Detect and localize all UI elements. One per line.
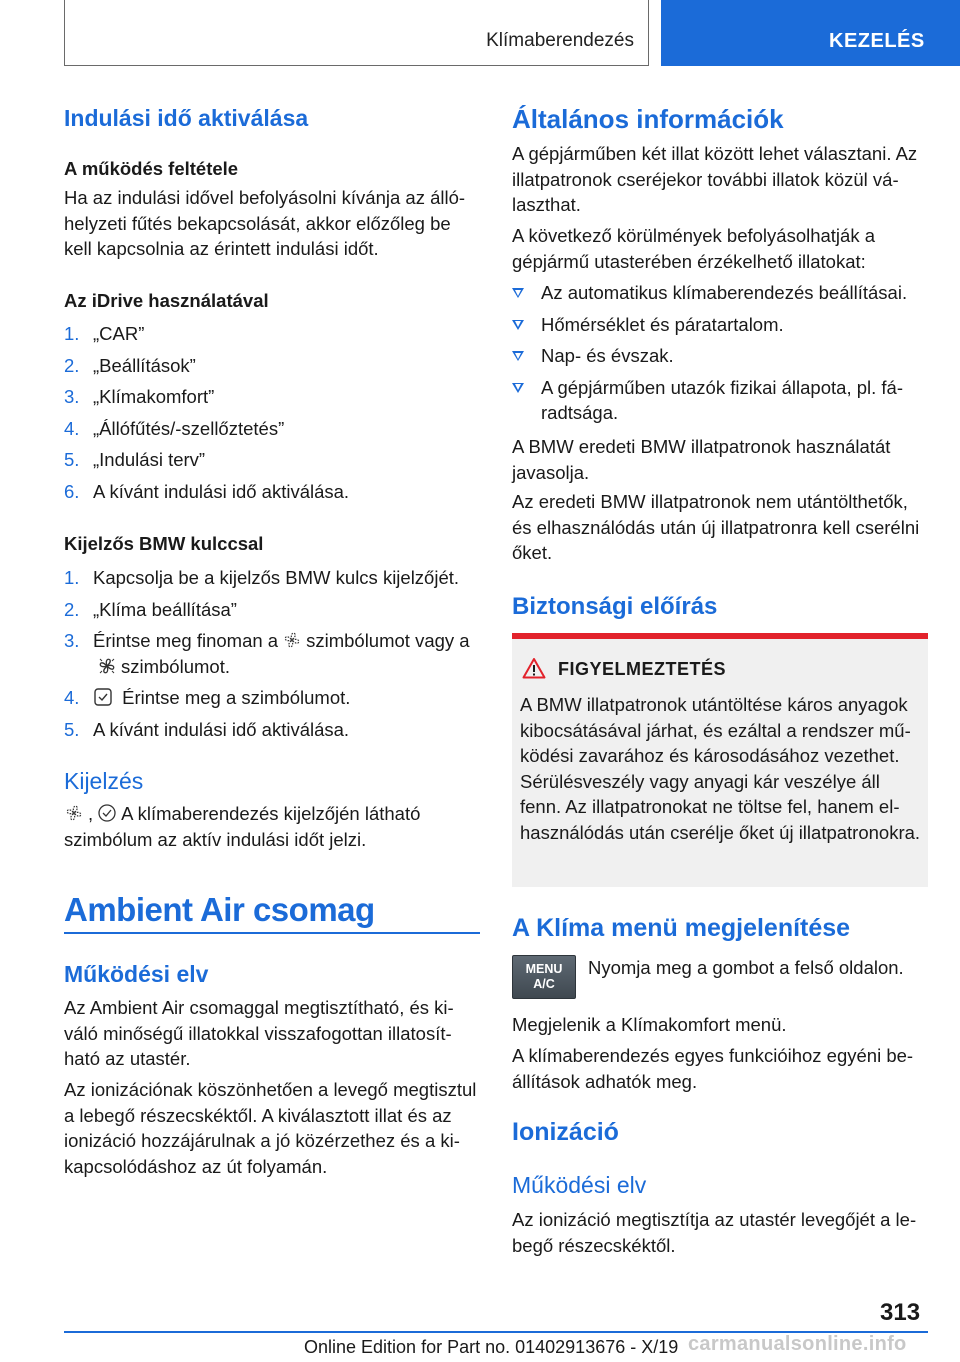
list-item: [64, 447, 480, 473]
list-item: [512, 375, 928, 426]
list-item: [512, 280, 928, 306]
subheading-display-key: Kijelzős BMW kulccsal: [64, 533, 264, 554]
step-text: Érintse meg a szimbólumot.: [122, 687, 351, 708]
bullet-triangle-icon: [512, 320, 524, 330]
step-text: „CAR”: [93, 323, 145, 344]
list-item: [64, 321, 480, 347]
bullet-text: Hőmérséklet és páratartalom.: [541, 313, 784, 335]
fan-icon: [282, 630, 302, 650]
subheading-requirement: A működés feltétele: [64, 158, 239, 179]
step-number: 3.: [64, 386, 80, 407]
step-text: „Klíma beállítása”: [93, 598, 237, 620]
paragraph-menu-2: Megjelenik a Klímakomfort menü.: [512, 1014, 787, 1035]
step-number: 1.: [64, 567, 80, 588]
page-number: 313: [880, 1299, 921, 1326]
warning-box: [512, 633, 928, 887]
subsection-title-principle: Működési elv: [64, 961, 209, 987]
step-text: „Indulási terv”: [93, 449, 206, 470]
paragraph-ionization: Az ionizáció megtisztítja az utastér levegőjét a lebegő részecskéktől.: [512, 1209, 917, 1256]
bullet-text: A gépjárműben utazók fizikai állapota, pl. fáradtsága.: [541, 376, 903, 423]
list-item: [64, 565, 480, 591]
paragraph-display: [64, 801, 480, 852]
list-item: [64, 416, 480, 442]
edition-text: Online Edition for Part no. 01402913676 - X/19: [304, 1337, 679, 1357]
display-text: A klímaberendezés kijelzőjén látható szimbólum az aktív indulási időt jelzi.: [64, 803, 421, 850]
list-item: [64, 685, 480, 711]
menu-button-line1: MENU: [525, 962, 563, 976]
menu-button-line2: A/C: [533, 977, 555, 991]
step-text: „Állófűtés/-szellőztetés”: [93, 417, 285, 439]
step-number: 3.: [64, 630, 80, 651]
list-item: [64, 717, 480, 743]
step-text: szimbólumot.: [121, 655, 230, 677]
paragraph-requirement: Ha az indulási idővel befolyásolni kívánja az állóhelyzeti fűtés bekapcsolását, akkor előzőleg be kell kapcsolnia az érintett indulási időt.: [64, 187, 466, 259]
warning-text: A BMW illatpatronok utántöltése káros anyagok kibocsátásával járhat, és ezáltal a rendszer működési zavarához és károsodásához vezethet. Sérülésveszély vagy anyagi kár veszélye áll fenn. Az illatpatronokat ne töltse fel, hanem elhasználódás után cserélje őket új illatpatronokra.: [520, 694, 921, 843]
list-item: [64, 384, 480, 410]
subheading-idrive: Az iDrive használatával: [64, 290, 269, 311]
idrive-steps-list: [64, 321, 480, 510]
section-title-general-info: Általános információk: [512, 104, 784, 134]
paragraph-ambient-2: Az ionizációnak köszönhetően a levegő megtisztul a lebegő részecskéktől. A kiválasztott illat és az ionizáció hozzájárulnak a jó közérzethez és a kikapcsolódáshoz az út folyamán.: [64, 1079, 477, 1177]
paragraph-general-1: A gépjárműben két illat között lehet választani. Az illatpatronok cseréjekor további illatok közül választhat.: [512, 143, 918, 215]
paragraph-ambient-1: Az Ambient Air csomaggal megtisztítható, és kiváló minőségű illatokkal visszafogottan illatosítható az utastér.: [64, 997, 454, 1069]
bullet-text: Nap- és évszak.: [541, 345, 674, 366]
step-number: 4.: [64, 417, 80, 439]
paragraph-general-4: Az eredeti BMW illatpatronok nem utántölthetők, és elhasználódás után új illatpatronra kell cserélni őket.: [512, 491, 920, 563]
subsection-title-ion-principle: Működési elv: [512, 1172, 647, 1198]
step-text: A kívánt indulási idő aktiválása.: [93, 718, 350, 740]
title-underline: [64, 932, 480, 934]
paragraph-general-2: A következő körülmények befolyásolhatják a gépjármű utasterében érzékelhető illatokat:: [512, 225, 876, 272]
step-number: 1.: [64, 323, 80, 344]
section-title-departure-time: Indulási idő aktiválása: [64, 105, 309, 131]
list-item: [512, 312, 928, 338]
confirm-icon: [93, 687, 113, 707]
header-section-title: Klímaberendezés: [486, 30, 634, 51]
step-text: szimbólumot vagy a: [306, 630, 470, 651]
step-number: 5.: [64, 718, 80, 740]
warning-triangle-icon: [522, 657, 546, 679]
key-steps-list: [64, 565, 480, 748]
step-number: 4.: [64, 687, 80, 708]
list-item: [64, 597, 480, 623]
bullet-text: Az automatikus klímaberendezés beállításai.: [541, 282, 908, 303]
section-title-safety: Biztonsági előírás: [512, 593, 718, 620]
paragraph-general-3: A BMW eredeti BMW illatpatronok használatát javasolja.: [512, 436, 891, 483]
step-text: „Beállítások”: [93, 354, 196, 376]
step-number: 2.: [64, 354, 80, 376]
section-title-climate-menu: A Klíma menü megjelenítése: [512, 914, 851, 942]
bullet-triangle-icon: [512, 351, 524, 361]
section-title-display: Kijelzés: [64, 768, 144, 794]
chapter-tab: [661, 0, 960, 66]
paragraph-menu-3: A klímaberendezés egyes funkcióihoz egyéni beállítások adhatók meg.: [512, 1045, 914, 1092]
step-number: 2.: [64, 598, 80, 620]
watermark: carmanualsonline.info: [688, 1333, 907, 1355]
chapter-title-ambient-air: Ambient Air csomag: [64, 891, 375, 928]
ventilation-icon: [97, 656, 117, 676]
step-number: 5.: [64, 449, 80, 470]
separator-comma: ,: [88, 803, 94, 824]
bullet-triangle-icon: [512, 383, 524, 393]
list-item: [64, 479, 480, 505]
running-header: [64, 0, 649, 66]
step-text: A kívánt indulási idő aktiválása.: [93, 480, 350, 502]
step-text: Érintse meg finoman a: [93, 630, 279, 651]
step-text: Kapcsolja be a kijelzős BMW kulcs kijelzőjét.: [93, 567, 460, 588]
list-item: [512, 343, 928, 369]
list-item: [64, 628, 480, 679]
warning-title: FIGYELMEZTETÉS: [558, 659, 727, 679]
paragraph-menu-press: Nyomja meg a gombot a felső oldalon.: [588, 957, 904, 978]
section-title-ionization: Ionizáció: [512, 1118, 619, 1146]
list-item: [64, 353, 480, 379]
fan-icon: [64, 803, 84, 823]
step-number: 6.: [64, 480, 80, 502]
factors-list: [512, 280, 928, 432]
timer-icon: [97, 803, 117, 823]
chapter-tab-label: KEZELÉS: [829, 30, 925, 52]
bullet-triangle-icon: [512, 288, 524, 298]
step-text: „Klímakomfort”: [93, 386, 215, 407]
menu-ac-button-image: [512, 955, 576, 999]
